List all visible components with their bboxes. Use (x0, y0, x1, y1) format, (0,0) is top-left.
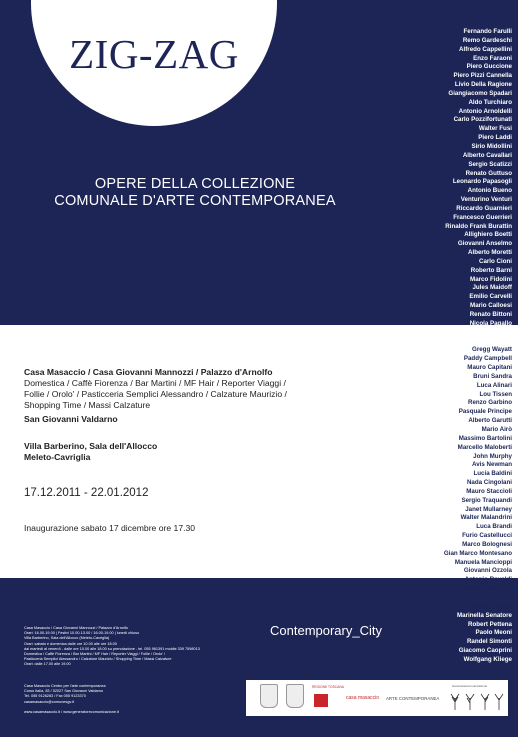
artist-name: Antonio Bueno (467, 187, 512, 195)
venue-line-2: Domestica / Caffè Fiorenza / Bar Martini / MF Hair / Reporter Viaggi / (24, 378, 286, 388)
footer-line: Orari: sabato e domenica dalle ore 10.00 alle ore 18.00 (24, 641, 117, 646)
artist-name: Giovanni Ozzola (463, 567, 512, 575)
artist-name: Walter Malandrini (460, 514, 512, 522)
footer-line: Orari: dalle 17.00 alle 19.00 (24, 662, 71, 667)
artist-name: Carlo Pozzifortunati (453, 116, 512, 124)
artist-name: Paddy Campbell (463, 355, 512, 363)
venue-town-2: Meleto-Cavriglia (24, 452, 91, 462)
artist-name: Nada Cingolani (466, 479, 512, 487)
artist-name: Manuela Mancioppi (454, 558, 512, 566)
artist-name: Renato Bittoni (469, 311, 512, 318)
artist-name: Mauro Capitani (467, 364, 512, 372)
artist-name: Alfredo Cappellini (459, 45, 512, 53)
artist-name: Piero Pizzi Cannella (453, 72, 512, 80)
venue-main: Casa Masaccio / Casa Giovanni Mannozzi / Palazzo d'Arnolfo (24, 367, 273, 377)
artist-name: Gian Marco Montesano (443, 549, 512, 557)
artist-name: Rinaldo Frank Burattin (445, 222, 512, 230)
artist-name: Paolo Meoni (475, 629, 512, 637)
artist-name: Avis Newman (471, 461, 512, 469)
footer-line: Villa Barberino, Sala dell'Allocco (Meleto-Cavriglia) (24, 636, 110, 641)
artist-name: Alberto Cavallari (462, 151, 512, 159)
exhibition-dates: 17.12.2011 - 22.01.2012 (24, 487, 149, 499)
regione-toscana-icon (314, 694, 328, 707)
artist-name: Francesco Guerrieri (453, 213, 512, 221)
sponsor-logos (246, 680, 508, 716)
artist-name: Lou Tissen (479, 390, 512, 398)
artist-name: John Murphy (473, 452, 512, 460)
artist-name: Renato Guttuso (465, 169, 512, 177)
artist-name: Janet Mullarney (465, 505, 512, 513)
inauguration-text: Inaugurazione sabato 17 dicembre ore 17.30 (24, 523, 196, 533)
artist-name: Sirio Midollini (471, 142, 512, 150)
artist-name: Remo Gardeschi (462, 36, 512, 44)
artist-name: Giovanni Anselmo (457, 240, 512, 248)
footer-contacts (24, 684, 254, 715)
municipal-crest-icon (260, 684, 278, 708)
artist-name: Luca Alinari (476, 381, 512, 389)
artist-name: Lucia Baldini (473, 470, 512, 478)
artist-name: Sergio Scatizzi (468, 160, 512, 168)
artist-name: Antonio Arnoldelli (458, 107, 512, 115)
artist-name: Mauro Staccioli (466, 487, 512, 495)
artist-name: Piero Guccione (466, 63, 512, 71)
artist-name: Leonardo Papasogli (452, 178, 512, 186)
footer-line: Casa Masaccio Centro per l'arte contemporanea (24, 684, 106, 688)
artist-name: Aziz Fued (483, 337, 512, 345)
artist-name: Aldo Turchiaro (468, 98, 512, 106)
artist-name: Massimo Bartolini (458, 434, 512, 442)
artist-name: Antonio Rovaldi (464, 576, 512, 584)
artist-name: Mario Airò (481, 425, 512, 433)
footer-line: Tel. 055 9126283 / Fax 055 9123370 (24, 694, 86, 699)
venue-line-4: Shopping Time / Massi Calzature (24, 400, 151, 410)
artist-name: Maitree Siriboon (463, 585, 512, 593)
artist-name: Mario Calloesi (470, 302, 512, 310)
artist-name: Francesca (481, 594, 512, 601)
artist-name: Gregg Wayatt (472, 346, 512, 354)
artist-name: Giacomo Caoprini (458, 647, 512, 655)
footer-line: Domestica / Caffè Fiorenza / Bar Martini / MF Hair / Reporter Viaggi / Follie / Orolo' / (24, 652, 166, 657)
artist-name: Luca Brandi (476, 523, 512, 531)
artist-name: Roberto Barni (470, 266, 512, 274)
venue-town: San Giovanni Valdarno (24, 414, 118, 424)
tree-figures-icon (450, 690, 504, 712)
artist-name: Furio Castellucci (462, 532, 512, 540)
artist-name: Randel Simonti (466, 638, 512, 646)
artist-name: Venturino Venturi (460, 196, 512, 204)
footer-hours (24, 626, 254, 668)
footer-line: dal martedì al venerdì - dalle ore 10.00 alle 18.00 su prenotazione - tel. 055 961391 mobile 339 7598013 (24, 646, 200, 651)
municipal-crest-2-icon (286, 684, 304, 708)
artist-name: Fernando Farulli (463, 28, 512, 35)
subtitle-line-1: OPERE DELLA COLLEZIONE (94, 176, 296, 192)
contemporary-city-label: Contemporary_City (270, 623, 382, 638)
artist-name: Marinella Senatore (456, 611, 512, 619)
footer-line: Corso Italia, 83 / 52027 San Giovanni Valdarno (24, 689, 104, 694)
artist-name: Piero Laddi (478, 134, 512, 142)
regione-label: REGIONE TOSCANA (312, 685, 344, 689)
artist-name: Renzo Garbino (467, 399, 512, 407)
artist-name: Emilio Carvelli (469, 293, 512, 301)
footer-line: www.casamasaccio.it / www.generatorecomunicazione.it (24, 710, 119, 715)
artist-name: Wolfgang Kliege (463, 655, 512, 663)
footer-line: casamasaccio@comunesgv.it (24, 699, 74, 704)
venue-villa: Villa Barberino, Sala dell'Allocco (24, 441, 158, 451)
footer-line: Casa Masaccio / Casa Giovanni Mannozzi / Palazzo d'Arnolfo (24, 626, 128, 630)
artist-name: Sergio Traquandi (461, 496, 512, 504)
exhibition-title: ZIG-ZAG (69, 31, 239, 77)
artist-name: Marco Fidolini (470, 275, 512, 283)
artist-list (362, 28, 512, 665)
artist-name: Alberto Moretti (468, 249, 512, 257)
artist-name: Giuliano Azzoni (465, 328, 512, 336)
artist-name: Bruni Sandra (473, 372, 512, 380)
artist-name: Allighiero Boetti (464, 231, 512, 239)
casa-masaccio-logo: casa masaccio (346, 695, 380, 701)
artist-name: Alberto Garutti (468, 417, 512, 425)
artist-name: Enzo Faraoni (473, 54, 512, 62)
casa-masaccio-subtitle: ARTE CONTEMPORANEA (386, 696, 440, 701)
generatore-label: Generatorecomunicazione (452, 684, 488, 688)
artist-name: Robert Pettena (467, 620, 512, 628)
artist-name: Nicola Pagallo (469, 319, 512, 327)
artist-name: Marcello Maloberti (457, 443, 512, 451)
artist-name: Jules Maidoff (472, 284, 512, 292)
footer-line: Orari: 16.00-19.00 | Festivi 10.00-13.00 / 16.00-19.00 | lunedì chiuso (24, 631, 140, 636)
artist-name: Livio Della Ragione (454, 81, 512, 89)
artist-name: Giangiacomo Spadari (448, 89, 512, 97)
artist-name: Marco Bolognesi (462, 540, 512, 548)
exhibition-subtitle (30, 176, 360, 210)
subtitle-line-2: COMUNALE D'ARTE CONTEMPORANEA (54, 193, 336, 209)
artist-name: Pasquale Principe (458, 408, 512, 416)
artist-name: Carolina Saquel (465, 602, 512, 610)
artist-name: Walter Fusi (478, 125, 512, 133)
artist-name: Riccardo Guarnieri (456, 204, 512, 212)
venue-line-3: Follie / Orolo' / Pasticceria Semplici Alessandro / Calzature Maurizio / (24, 389, 287, 399)
artist-name: Carlo Cioni (478, 257, 512, 265)
footer-line: Pasticceria Semplici Alessandro / Calzature Maurizio / Shopping Time / Massi Calzature (24, 657, 172, 662)
